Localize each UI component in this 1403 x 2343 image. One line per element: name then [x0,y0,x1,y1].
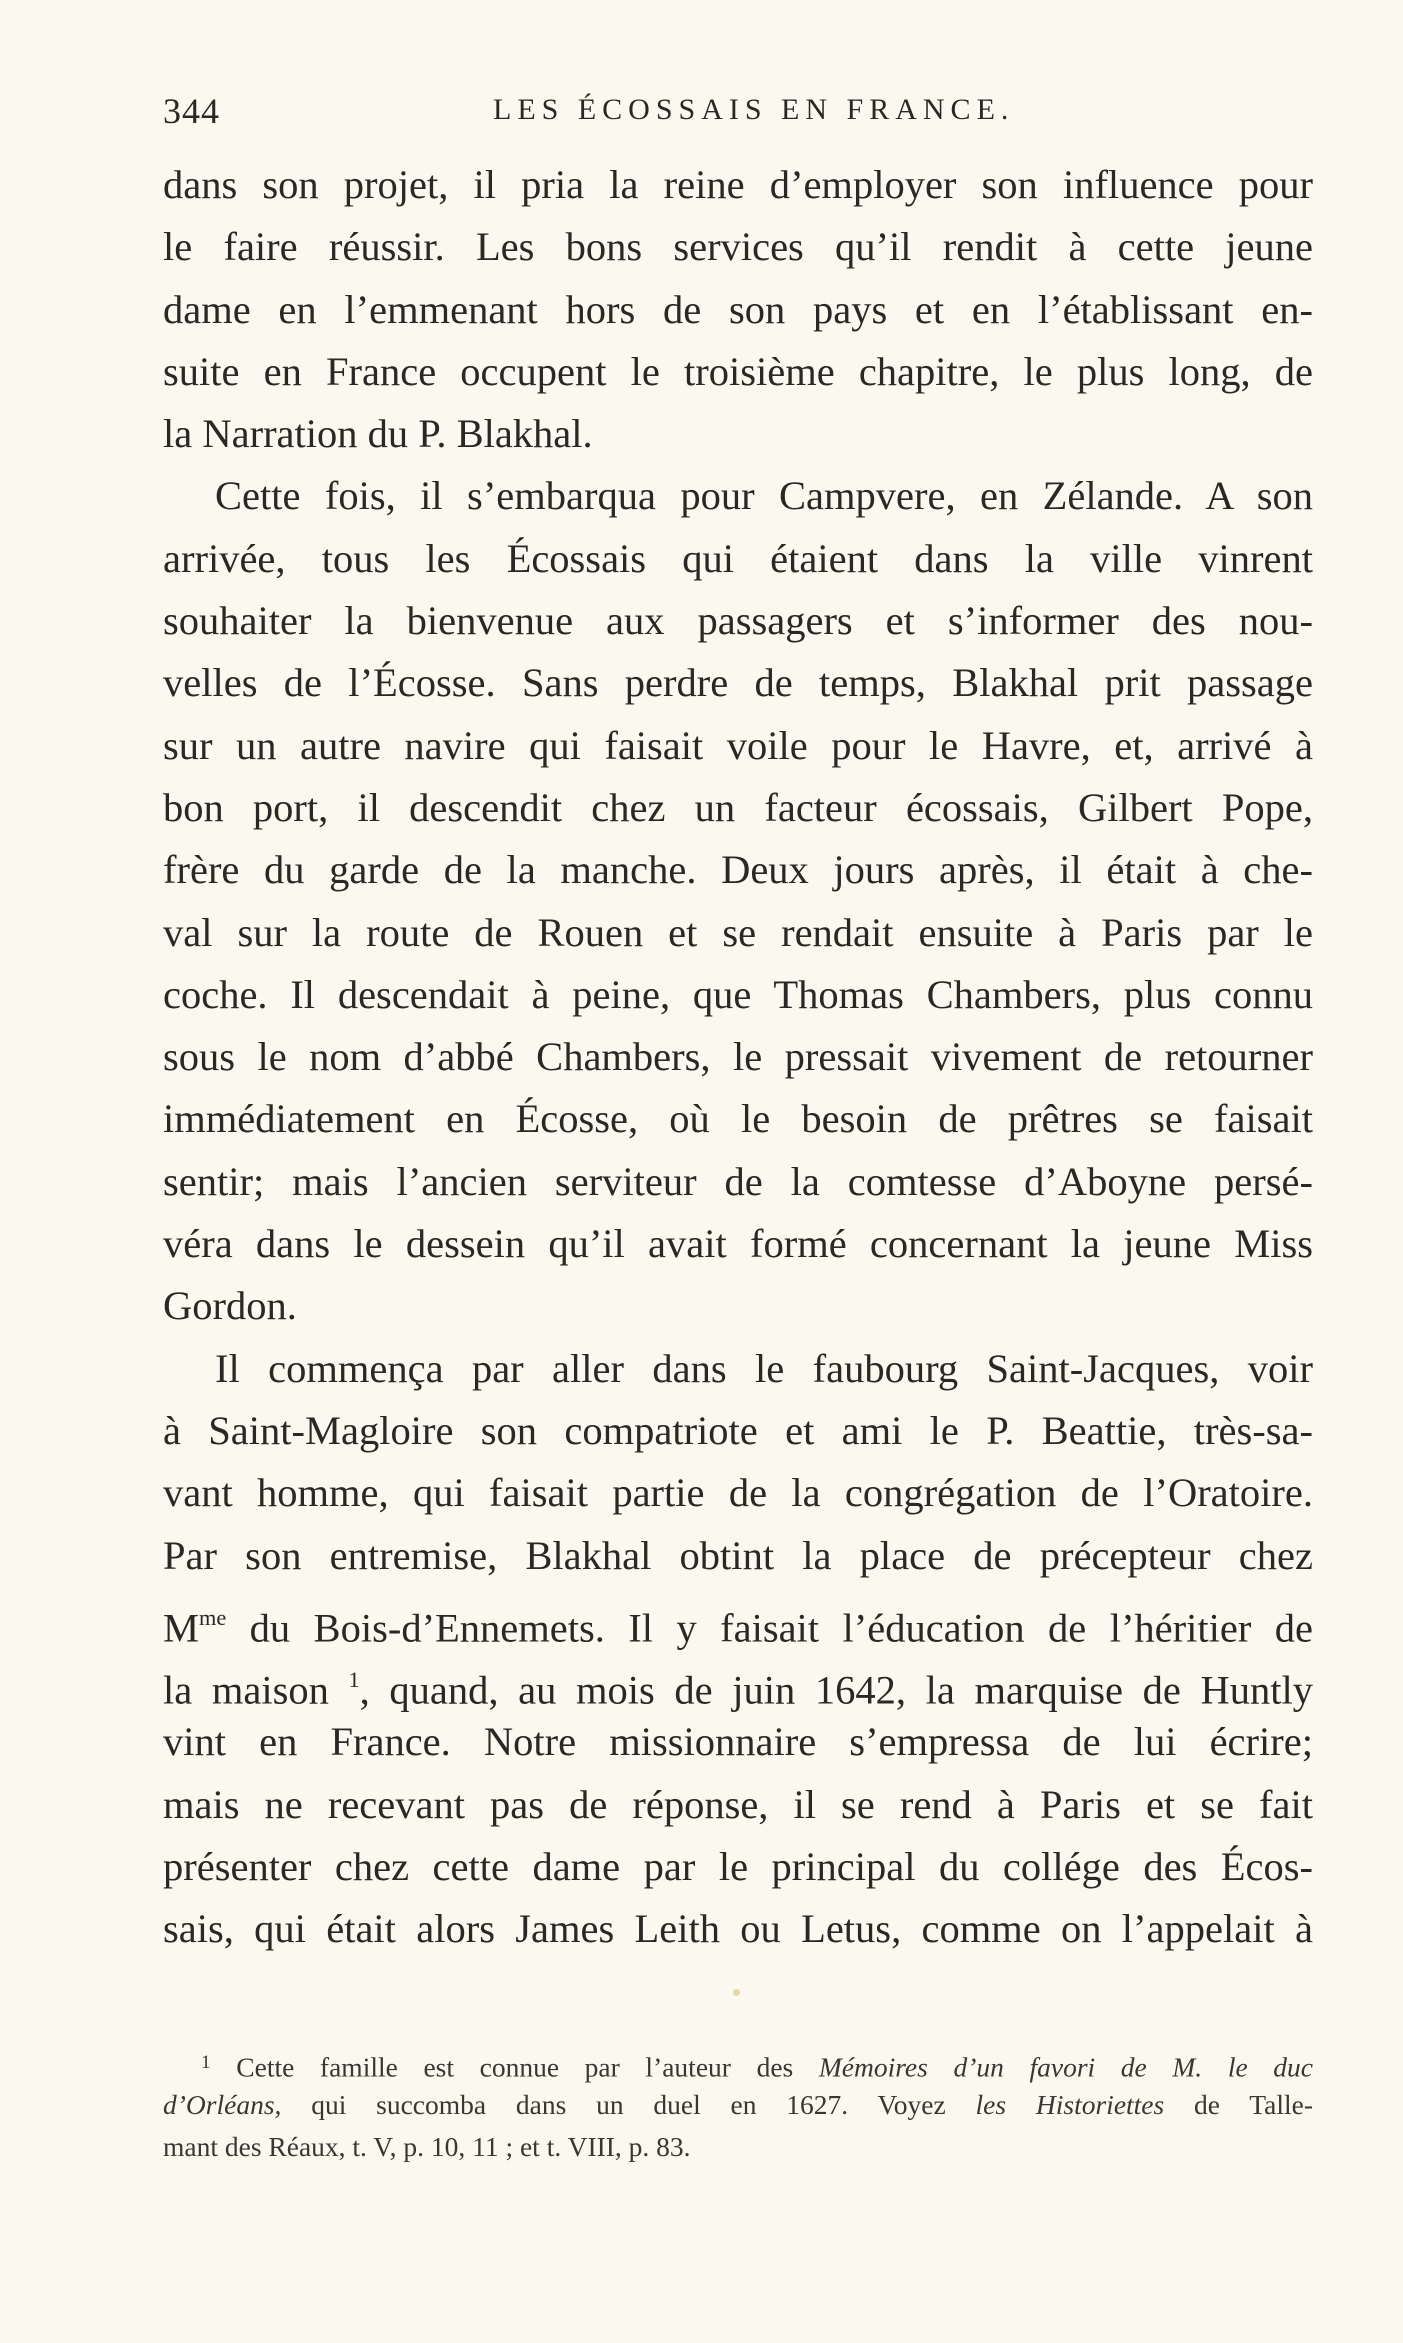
running-head [163,90,1313,150]
text-line: véra dans le dessein qu’il avait formé concernant la jeune Miss [163,1221,1313,1267]
text-line: velles de l’Écosse. Sans perdre de temps, Blakhal prit passage [163,660,1313,706]
text-line: val sur la route de Rouen et se rendait ensuite à Paris par le [163,909,1313,955]
text-line: suite en France occupent le troisième chapitre, le plus long, de [163,348,1313,394]
running-title: LES ÉCOSSAIS EN FRANCE. [493,93,1015,126]
text-line: dans son projet, il pria la reine d’employer son influence pour [163,162,1313,207]
text-fragment: Cette famille est connue par l’auteur des [236,2051,819,2083]
text-line: à Saint-Magloire son compatriote et ami le P. Beattie, très-sa- [163,1407,1313,1453]
text-line: coche. Il descendait à peine, que Thomas Chambers, plus connu [163,971,1313,1017]
text-line: Cette fois, il s’embarqua pour Campvere, en Zélande. A son [215,473,1313,519]
text-line: souhaiter la bienvenue aux passagers et s’informer des nou- [163,598,1313,644]
footnote-number: 1 [201,2052,211,2073]
body-text [163,154,1313,1961]
text-fragment: du Bois-d’Ennemets. Il y faisait l’éducation de l’héritier de [249,1605,1314,1651]
text-line: Gordon. [163,1283,297,1329]
text-line: Par son entremise, Blakhal obtint la place de précepteur chez [163,1532,1313,1578]
text-line: immédiatement en Écosse, où le besoin de prêtres se faisait [163,1096,1313,1142]
text-line: la Narration du P. Blakhal. [163,411,593,457]
text-line: sentir; mais l’ancien serviteur de la comtesse d’Aboyne persé- [163,1158,1313,1204]
text-line: sous le nom d’abbé Chambers, le pressait vivement de retourner [163,1034,1313,1080]
text-line: mais ne recevant pas de réponse, il se rend à Paris et se fait [163,1781,1313,1827]
text-line [163,1649,1313,1711]
text-line: sur un autre navire qui faisait voile pour le Havre, et, arrivé à [163,722,1313,768]
text-line: dame en l’emmenant hors de son pays et en l’établissant en- [163,286,1313,332]
text-line: arrivée, tous les Écossais qui étaient dans la ville vinrent [163,535,1313,581]
text-line: Il commença par aller dans le faubourg Saint-Jacques, voir [215,1345,1313,1391]
text-line: bon port, il descendit chez un facteur écossais, Gilbert Pope, [163,784,1313,830]
footnote-line: mant des Réaux, t. V, p. 10, 11 ; et t. VIII, p. 83. [163,2131,691,2162]
page-number: 344 [163,91,220,131]
text-line: vant homme, qui faisait partie de la congrégation de l’Oratoire. [163,1470,1313,1516]
footnotes [163,2042,1313,2168]
italic-title: les Historiettes [975,2089,1165,2120]
title-abbrev: M [163,1605,200,1651]
paper-blemish [733,1989,740,1996]
text-fragment: qui succomba dans un duel en 1627. Voyez [281,2089,976,2120]
text-line: le faire réussir. Les bons services qu’il rendit à cette jeune [163,224,1313,270]
text-fragment: de Talle- [1164,2089,1314,2120]
footnote-line [163,2084,1313,2126]
text-fragment: la maison [163,1667,329,1713]
italic-title: d’Orléans, [163,2089,282,2120]
text-line: sais, qui était alors James Leith ou Letus, comme on l’appelait à [163,1906,1313,1952]
footnote-reference: 1 [348,1667,360,1693]
title-abbrev-superscript: me [199,1604,227,1630]
text-line: vint en France. Notre missionnaire s’empressa de lui écrire; [163,1719,1313,1765]
footnote-line [163,2042,1313,2084]
text-line [163,1587,1313,1649]
italic-title: Mémoires d’un favori de M. le duc [818,2051,1314,2083]
text-line: frère du garde de la manche. Deux jours après, il était à che- [163,847,1313,893]
text-fragment: , quand, au mois de juin 1642, la marquise de Huntly [359,1667,1313,1713]
text-line: présenter chez cette dame par le principal du collége des Écos- [163,1844,1313,1890]
